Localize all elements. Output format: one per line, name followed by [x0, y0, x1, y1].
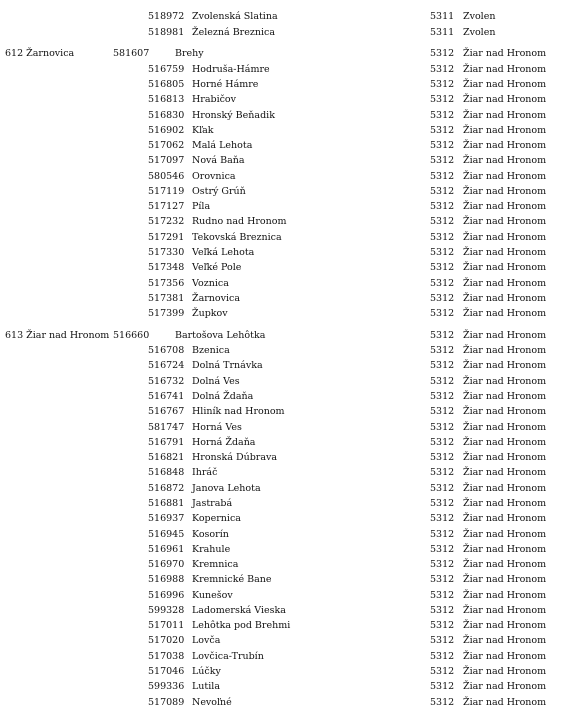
municipality-code: 517062	[148, 140, 185, 151]
postal-code: 5312	[430, 262, 455, 273]
municipality-name: Nevoľné	[192, 697, 232, 708]
postal-code: 5312	[430, 79, 455, 90]
municipality-code: 516830	[148, 110, 185, 121]
table-row	[0, 389, 561, 404]
postal-code: 5312	[430, 155, 455, 166]
table-row	[0, 230, 561, 245]
municipality-code: 517330	[148, 247, 185, 258]
district-header-row	[0, 328, 561, 343]
municipality-code: 516996	[148, 590, 185, 601]
municipality-name: Kremnické Bane	[192, 574, 272, 585]
municipality-name: Veľká Lehota	[192, 247, 255, 258]
municipality-name: Kunešov	[192, 590, 233, 601]
municipality-code: 516881	[148, 498, 185, 509]
table-row	[0, 633, 561, 648]
municipality-name: Kosorín	[192, 529, 229, 540]
post-office: Žiar nad Hronom	[463, 391, 547, 402]
postal-code: 5312	[430, 498, 455, 509]
municipality-name: Lutila	[192, 681, 220, 692]
postal-code: 5312	[430, 201, 455, 212]
municipality-name: Kremnica	[192, 559, 239, 570]
post-office: Žiar nad Hronom	[463, 360, 547, 371]
table-row	[0, 695, 561, 710]
table-row	[0, 511, 561, 526]
municipality-name: Rudno nad Hronom	[192, 216, 287, 227]
municipality-code: 516813	[148, 94, 185, 105]
municipality-code: 518972	[148, 11, 185, 22]
postal-code: 5312	[430, 360, 455, 371]
municipality-code: 517127	[148, 201, 185, 212]
table-row	[0, 77, 561, 92]
post-office: Žiar nad Hronom	[463, 79, 547, 90]
postal-code: 5312	[430, 391, 455, 402]
table-row	[0, 496, 561, 511]
municipality-code: 516732	[148, 376, 185, 387]
table-row	[0, 343, 561, 358]
municipality-code: 516848	[148, 467, 185, 478]
municipality-code: 581607	[113, 48, 150, 59]
municipality-code: 517119	[148, 186, 185, 197]
postal-code: 5312	[430, 697, 455, 708]
municipality-name: Kľak	[192, 125, 214, 136]
post-office: Žiar nad Hronom	[463, 330, 547, 341]
table-row	[0, 358, 561, 373]
municipality-name: Lúčky	[192, 666, 221, 677]
district-header-row	[0, 46, 561, 61]
post-office: Žiar nad Hronom	[463, 483, 547, 494]
municipality-name: Žarnovica	[192, 293, 241, 304]
municipality-code: 516988	[148, 574, 185, 585]
municipality-code: 517356	[148, 278, 185, 289]
municipality-code: 516872	[148, 483, 185, 494]
municipality-name: Bartošova Lehôtka	[175, 330, 266, 341]
municipality-name: Lehôtka pod Brehmi	[192, 620, 291, 631]
post-office: Žiar nad Hronom	[463, 452, 547, 463]
postal-code: 5312	[430, 216, 455, 227]
municipality-name: Dolná Ves	[192, 376, 240, 387]
postal-code: 5312	[430, 681, 455, 692]
municipality-code: 599336	[148, 681, 185, 692]
postal-code: 5312	[430, 620, 455, 631]
post-office: Žiar nad Hronom	[463, 437, 547, 448]
postal-code: 5312	[430, 308, 455, 319]
post-office: Žiar nad Hronom	[463, 345, 547, 356]
municipality-code: 516961	[148, 544, 185, 555]
post-office: Žiar nad Hronom	[463, 140, 547, 151]
postal-code: 5311	[430, 27, 455, 38]
municipality-name: Brehy	[175, 48, 204, 59]
table-row	[0, 450, 561, 465]
postal-code: 5312	[430, 345, 455, 356]
municipality-name: Horná Ves	[192, 422, 242, 433]
municipality-code: 517089	[148, 697, 185, 708]
municipality-name: Župkov	[192, 308, 228, 319]
table-row	[0, 649, 561, 664]
postal-code: 5312	[430, 406, 455, 417]
post-office: Žiar nad Hronom	[463, 697, 547, 708]
municipality-name: Bzenica	[192, 345, 230, 356]
municipality-name: Ladomerská Vieska	[192, 605, 286, 616]
municipality-code: 581747	[148, 422, 185, 433]
municipality-code: 517011	[148, 620, 185, 631]
post-office: Žiar nad Hronom	[463, 247, 547, 258]
table-row	[0, 435, 561, 450]
table-row	[0, 199, 561, 214]
municipality-name: Tekovská Breznica	[192, 232, 282, 243]
municipality-code: 517046	[148, 666, 185, 677]
municipality-code: 516660	[113, 330, 150, 341]
postal-code: 5312	[430, 467, 455, 478]
municipality-name: Dolná Trnávka	[192, 360, 263, 371]
table-row	[0, 108, 561, 123]
municipality-name: Ihráč	[192, 467, 218, 478]
municipality-code: 516791	[148, 437, 185, 448]
postal-code: 5312	[430, 559, 455, 570]
postal-code: 5312	[430, 529, 455, 540]
post-office: Žiar nad Hronom	[463, 605, 547, 616]
post-office: Zvolen	[463, 27, 496, 38]
municipality-code: 517381	[148, 293, 185, 304]
table-row	[0, 214, 561, 229]
post-office: Žiar nad Hronom	[463, 513, 547, 524]
municipality-name: Horné Hámre	[192, 79, 259, 90]
postal-code: 5312	[430, 330, 455, 341]
municipality-name: Dolná Ždaňa	[192, 391, 254, 402]
table-row	[0, 306, 561, 321]
table-row	[0, 557, 561, 572]
municipality-name: Hliník nad Hronom	[192, 406, 285, 417]
municipality-name: Hronský Beňadik	[192, 110, 275, 121]
municipality-code: 517232	[148, 216, 185, 227]
postal-code: 5312	[430, 48, 455, 59]
municipality-code: 580546	[148, 171, 185, 182]
post-office: Žiar nad Hronom	[463, 171, 547, 182]
postal-code: 5311	[430, 11, 455, 22]
postal-code: 5312	[430, 171, 455, 182]
municipality-name: Píla	[192, 201, 211, 212]
post-office: Žiar nad Hronom	[463, 406, 547, 417]
table-row	[0, 138, 561, 153]
table-row	[0, 481, 561, 496]
table-row	[0, 374, 561, 389]
municipality-code: 516724	[148, 360, 185, 371]
municipality-code: 518981	[148, 27, 185, 38]
post-office: Žiar nad Hronom	[463, 262, 547, 273]
municipality-code: 516821	[148, 452, 185, 463]
municipality-name: Železná Breznica	[192, 27, 275, 38]
municipality-name: Orovnica	[192, 171, 236, 182]
post-office: Žiar nad Hronom	[463, 278, 547, 289]
municipality-name: Veľké Pole	[192, 262, 242, 273]
post-office: Zvolen	[463, 11, 496, 22]
postal-code: 5312	[430, 232, 455, 243]
table-row	[0, 123, 561, 138]
post-office: Žiar nad Hronom	[463, 232, 547, 243]
municipality-name: Zvolenská Slatina	[192, 11, 278, 22]
municipality-name: Krahule	[192, 544, 231, 555]
postal-code: 5312	[430, 544, 455, 555]
postal-code: 5312	[430, 376, 455, 387]
municipality-name: Hrabičov	[192, 94, 237, 105]
table-row	[0, 92, 561, 107]
table-row	[0, 404, 561, 419]
municipality-name: Ostrý Grúň	[192, 186, 246, 197]
table-row	[0, 153, 561, 168]
post-office: Žiar nad Hronom	[463, 110, 547, 121]
post-office: Žiar nad Hronom	[463, 293, 547, 304]
post-office: Žiar nad Hronom	[463, 467, 547, 478]
table-row	[0, 542, 561, 557]
postal-code: 5312	[430, 64, 455, 75]
post-office: Žiar nad Hronom	[463, 590, 547, 601]
municipality-code: 599328	[148, 605, 185, 616]
municipality-name: Jastrabá	[192, 498, 233, 509]
municipality-code: 516759	[148, 64, 185, 75]
postal-code: 5312	[430, 125, 455, 136]
table-row	[0, 260, 561, 275]
municipality-name: Kopernica	[192, 513, 241, 524]
postal-code: 5312	[430, 278, 455, 289]
table-row	[0, 169, 561, 184]
post-office: Žiar nad Hronom	[463, 620, 547, 631]
postal-code: 5312	[430, 666, 455, 677]
municipality-code: 516937	[148, 513, 185, 524]
municipality-code: 517097	[148, 155, 185, 166]
municipality-name: Voznica	[192, 278, 229, 289]
post-office: Žiar nad Hronom	[463, 666, 547, 677]
postal-code: 5312	[430, 437, 455, 448]
post-office: Žiar nad Hronom	[463, 529, 547, 540]
post-office: Žiar nad Hronom	[463, 574, 547, 585]
table-row	[0, 291, 561, 306]
postal-code: 5312	[430, 94, 455, 105]
municipality-code: 516945	[148, 529, 185, 540]
municipality-code: 516805	[148, 79, 185, 90]
table-row	[0, 184, 561, 199]
municipality-code: 517038	[148, 651, 185, 662]
municipality-code: 516902	[148, 125, 185, 136]
table-row	[0, 572, 561, 587]
post-office: Žiar nad Hronom	[463, 64, 547, 75]
post-office: Žiar nad Hronom	[463, 651, 547, 662]
municipality-code: 516767	[148, 406, 185, 417]
post-office: Žiar nad Hronom	[463, 681, 547, 692]
table-row	[0, 420, 561, 435]
municipality-name: Lovča	[192, 635, 221, 646]
table-row	[0, 276, 561, 291]
municipality-name: Horná Ždaňa	[192, 437, 256, 448]
municipality-name: Lovčica-Trubín	[192, 651, 264, 662]
district-label: 613 Žiar nad Hronom	[5, 330, 110, 341]
post-office: Žiar nad Hronom	[463, 201, 547, 212]
postal-code: 5312	[430, 651, 455, 662]
post-office: Žiar nad Hronom	[463, 48, 547, 59]
post-office: Žiar nad Hronom	[463, 559, 547, 570]
postal-code: 5312	[430, 247, 455, 258]
postal-code: 5312	[430, 452, 455, 463]
post-office: Žiar nad Hronom	[463, 94, 547, 105]
table-row	[0, 465, 561, 480]
table-row	[0, 664, 561, 679]
post-office: Žiar nad Hronom	[463, 186, 547, 197]
post-office: Žiar nad Hronom	[463, 422, 547, 433]
municipality-code: 516708	[148, 345, 185, 356]
municipality-code: 517020	[148, 635, 185, 646]
postal-code: 5312	[430, 574, 455, 585]
postal-code: 5312	[430, 605, 455, 616]
postal-code: 5312	[430, 635, 455, 646]
postal-code: 5312	[430, 483, 455, 494]
post-office: Žiar nad Hronom	[463, 155, 547, 166]
post-office: Žiar nad Hronom	[463, 376, 547, 387]
table-row	[0, 527, 561, 542]
post-office: Žiar nad Hronom	[463, 125, 547, 136]
municipality-code: 517399	[148, 308, 185, 319]
postal-code: 5312	[430, 422, 455, 433]
postal-code: 5312	[430, 590, 455, 601]
district-label: 612 Žarnovica	[5, 48, 75, 59]
municipality-name: Janova Lehota	[192, 483, 261, 494]
table-row	[0, 679, 561, 694]
post-office: Žiar nad Hronom	[463, 635, 547, 646]
municipality-name: Nová Baňa	[192, 155, 245, 166]
post-office: Žiar nad Hronom	[463, 498, 547, 509]
postal-code: 5312	[430, 186, 455, 197]
postal-code: 5312	[430, 293, 455, 304]
postal-code: 5312	[430, 140, 455, 151]
postal-code: 5312	[430, 110, 455, 121]
table-row	[0, 9, 561, 24]
postal-code: 5312	[430, 513, 455, 524]
table-row	[0, 588, 561, 603]
table-row	[0, 245, 561, 260]
municipality-code: 517348	[148, 262, 185, 273]
table-row	[0, 62, 561, 77]
post-office: Žiar nad Hronom	[463, 308, 547, 319]
municipality-name: Hodruša-Hámre	[192, 64, 270, 75]
municipality-name: Hronská Dúbrava	[192, 452, 278, 463]
municipality-code: 516741	[148, 391, 185, 402]
table-row	[0, 618, 561, 633]
post-office: Žiar nad Hronom	[463, 544, 547, 555]
post-office: Žiar nad Hronom	[463, 216, 547, 227]
table-row	[0, 603, 561, 618]
municipality-code: 517291	[148, 232, 185, 243]
municipality-code: 516970	[148, 559, 185, 570]
table-row	[0, 25, 561, 40]
municipality-name: Malá Lehota	[192, 140, 253, 151]
